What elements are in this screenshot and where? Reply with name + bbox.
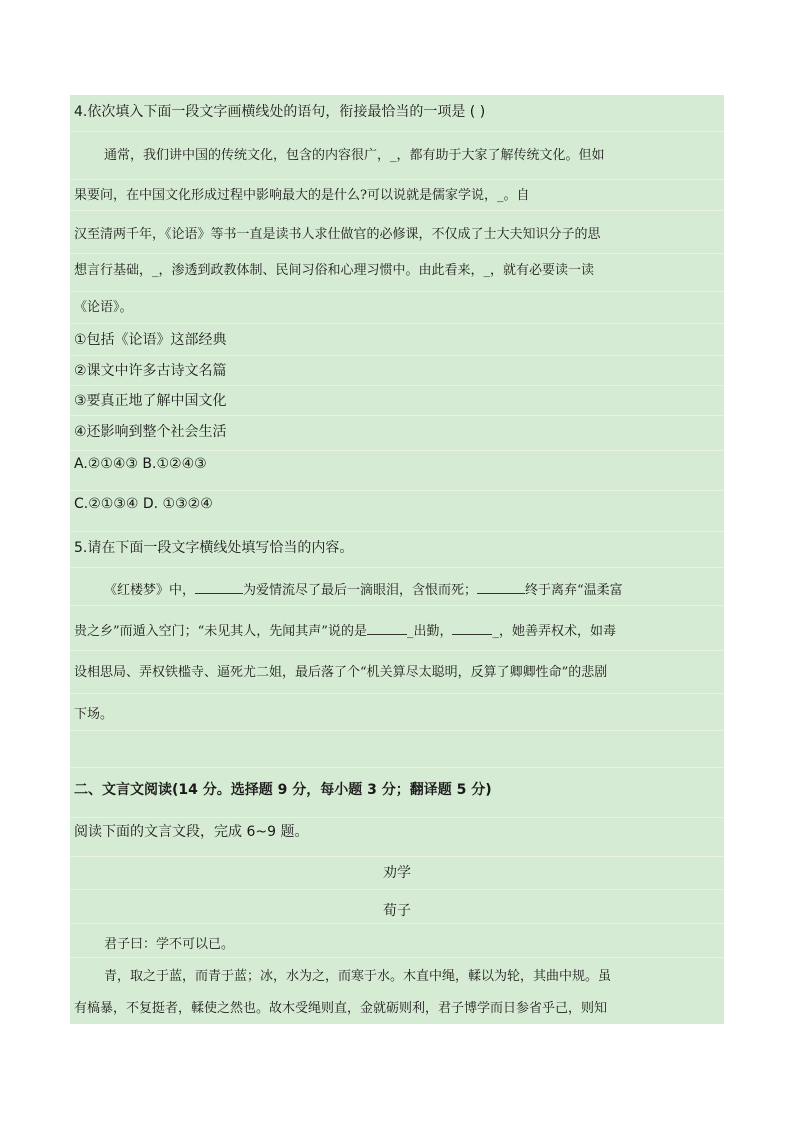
row-divider [70, 923, 724, 924]
row-divider [70, 817, 724, 818]
q5-text: 《红楼梦》中， [104, 583, 196, 598]
text-title: 劝学 [383, 865, 411, 881]
row-divider [70, 131, 724, 132]
row-divider [70, 650, 724, 651]
passage-line: 《论语》。 [74, 300, 133, 315]
row-divider [70, 490, 724, 491]
row-divider [70, 605, 724, 606]
q5-line-3: 设相思局、弄权铁槛寺、逼死尤二姐，最后落了个“机关算尽太聪明，反算了卿卿性命”的悲剧 [74, 665, 608, 680]
row-divider [70, 323, 724, 324]
q5-line-4: 下场。 [74, 707, 114, 722]
q5-text: 贵之乡”而遁入空门；“未见其人，先闻其声”说的是 [74, 624, 367, 639]
options-cd: C.②①③④ D. ①③②④ [74, 496, 213, 512]
q5-line-2 [74, 620, 616, 639]
section-instruction: 阅读下面的文言文段，完成 6~9 题。 [74, 824, 309, 840]
q5-text: 终于离弃“温柔富 [525, 583, 623, 598]
q5-text: 为爱情流尽了最后一滴眼泪，含恨而死； [243, 583, 478, 598]
q5-text: _，她善弄权术，如毒 [492, 624, 616, 639]
row-divider [70, 253, 724, 254]
item-2: ②课文中许多古诗文名篇 [74, 363, 227, 379]
q5-line-1 [104, 579, 623, 598]
row-divider [70, 693, 724, 694]
item-1: ①包括《论语》这部经典 [74, 332, 227, 348]
fill-blank[interactable] [452, 622, 492, 635]
fill-blank[interactable] [477, 581, 525, 594]
document-page [70, 95, 724, 1024]
question-4-stem: 4.依次填入下面一段文字画横线处的语句，衔接最恰当的一项是 ( ) [74, 104, 486, 120]
fill-blank[interactable] [195, 581, 243, 594]
row-divider [70, 210, 724, 211]
options-ab: A.②①④③ B.①②④③ [74, 456, 207, 472]
text-author: 荀子 [383, 903, 411, 919]
row-divider [70, 567, 724, 568]
row-divider [70, 179, 724, 180]
item-3: ③要真正地了解中国文化 [74, 393, 227, 409]
row-divider [70, 291, 724, 292]
row-divider [70, 889, 724, 890]
row-divider [70, 355, 724, 356]
section-heading: 二、文言文阅读(14 分。选择题 9 分，每小题 3 分；翻译题 5 分) [74, 782, 492, 798]
row-divider [70, 450, 724, 451]
classical-line: 青，取之于蓝，而青于蓝；冰，水为之，而寒于水。木直中绳，輮以为轮，其曲中规。虽 [104, 969, 612, 984]
fill-blank[interactable] [367, 622, 407, 635]
item-4: ④还影响到整个社会生活 [74, 424, 227, 440]
question-5-stem: 5.请在下面一段文字横线处填写恰当的内容。 [74, 540, 354, 556]
classical-line: 有槁暴，不复挺者，輮使之然也。故木受绳则直，金就砺则利，君子博学而日参省乎己，则知 [74, 1001, 608, 1016]
passage-line: 汉至清两千年，《论语》等书一直是读书人求仕做官的必修课，不仅成了士大夫知识分子的思 [74, 227, 601, 242]
row-divider [70, 531, 724, 532]
q5-text: _出勤， [406, 624, 453, 639]
passage-line: 通常，我们讲中国的传统文化，包含的内容很广，_，都有助于大家了解传统文化。但如 [104, 148, 605, 163]
row-divider [70, 730, 724, 731]
row-divider [70, 385, 724, 386]
passage-line: 果要问，在中国文化形成过程中影响最大的是什么?可以说就是儒家学说，_。自 [74, 188, 530, 203]
row-divider [70, 957, 724, 958]
classical-line: 君子曰：学不可以已。 [104, 937, 235, 952]
row-divider [70, 767, 724, 768]
row-divider [70, 856, 724, 857]
row-divider [70, 415, 724, 416]
passage-line: 想言行基础，_，渗透到政教体制、民间习俗和心理习惯中。由此看来，_，就有必要读一读 [74, 263, 595, 278]
